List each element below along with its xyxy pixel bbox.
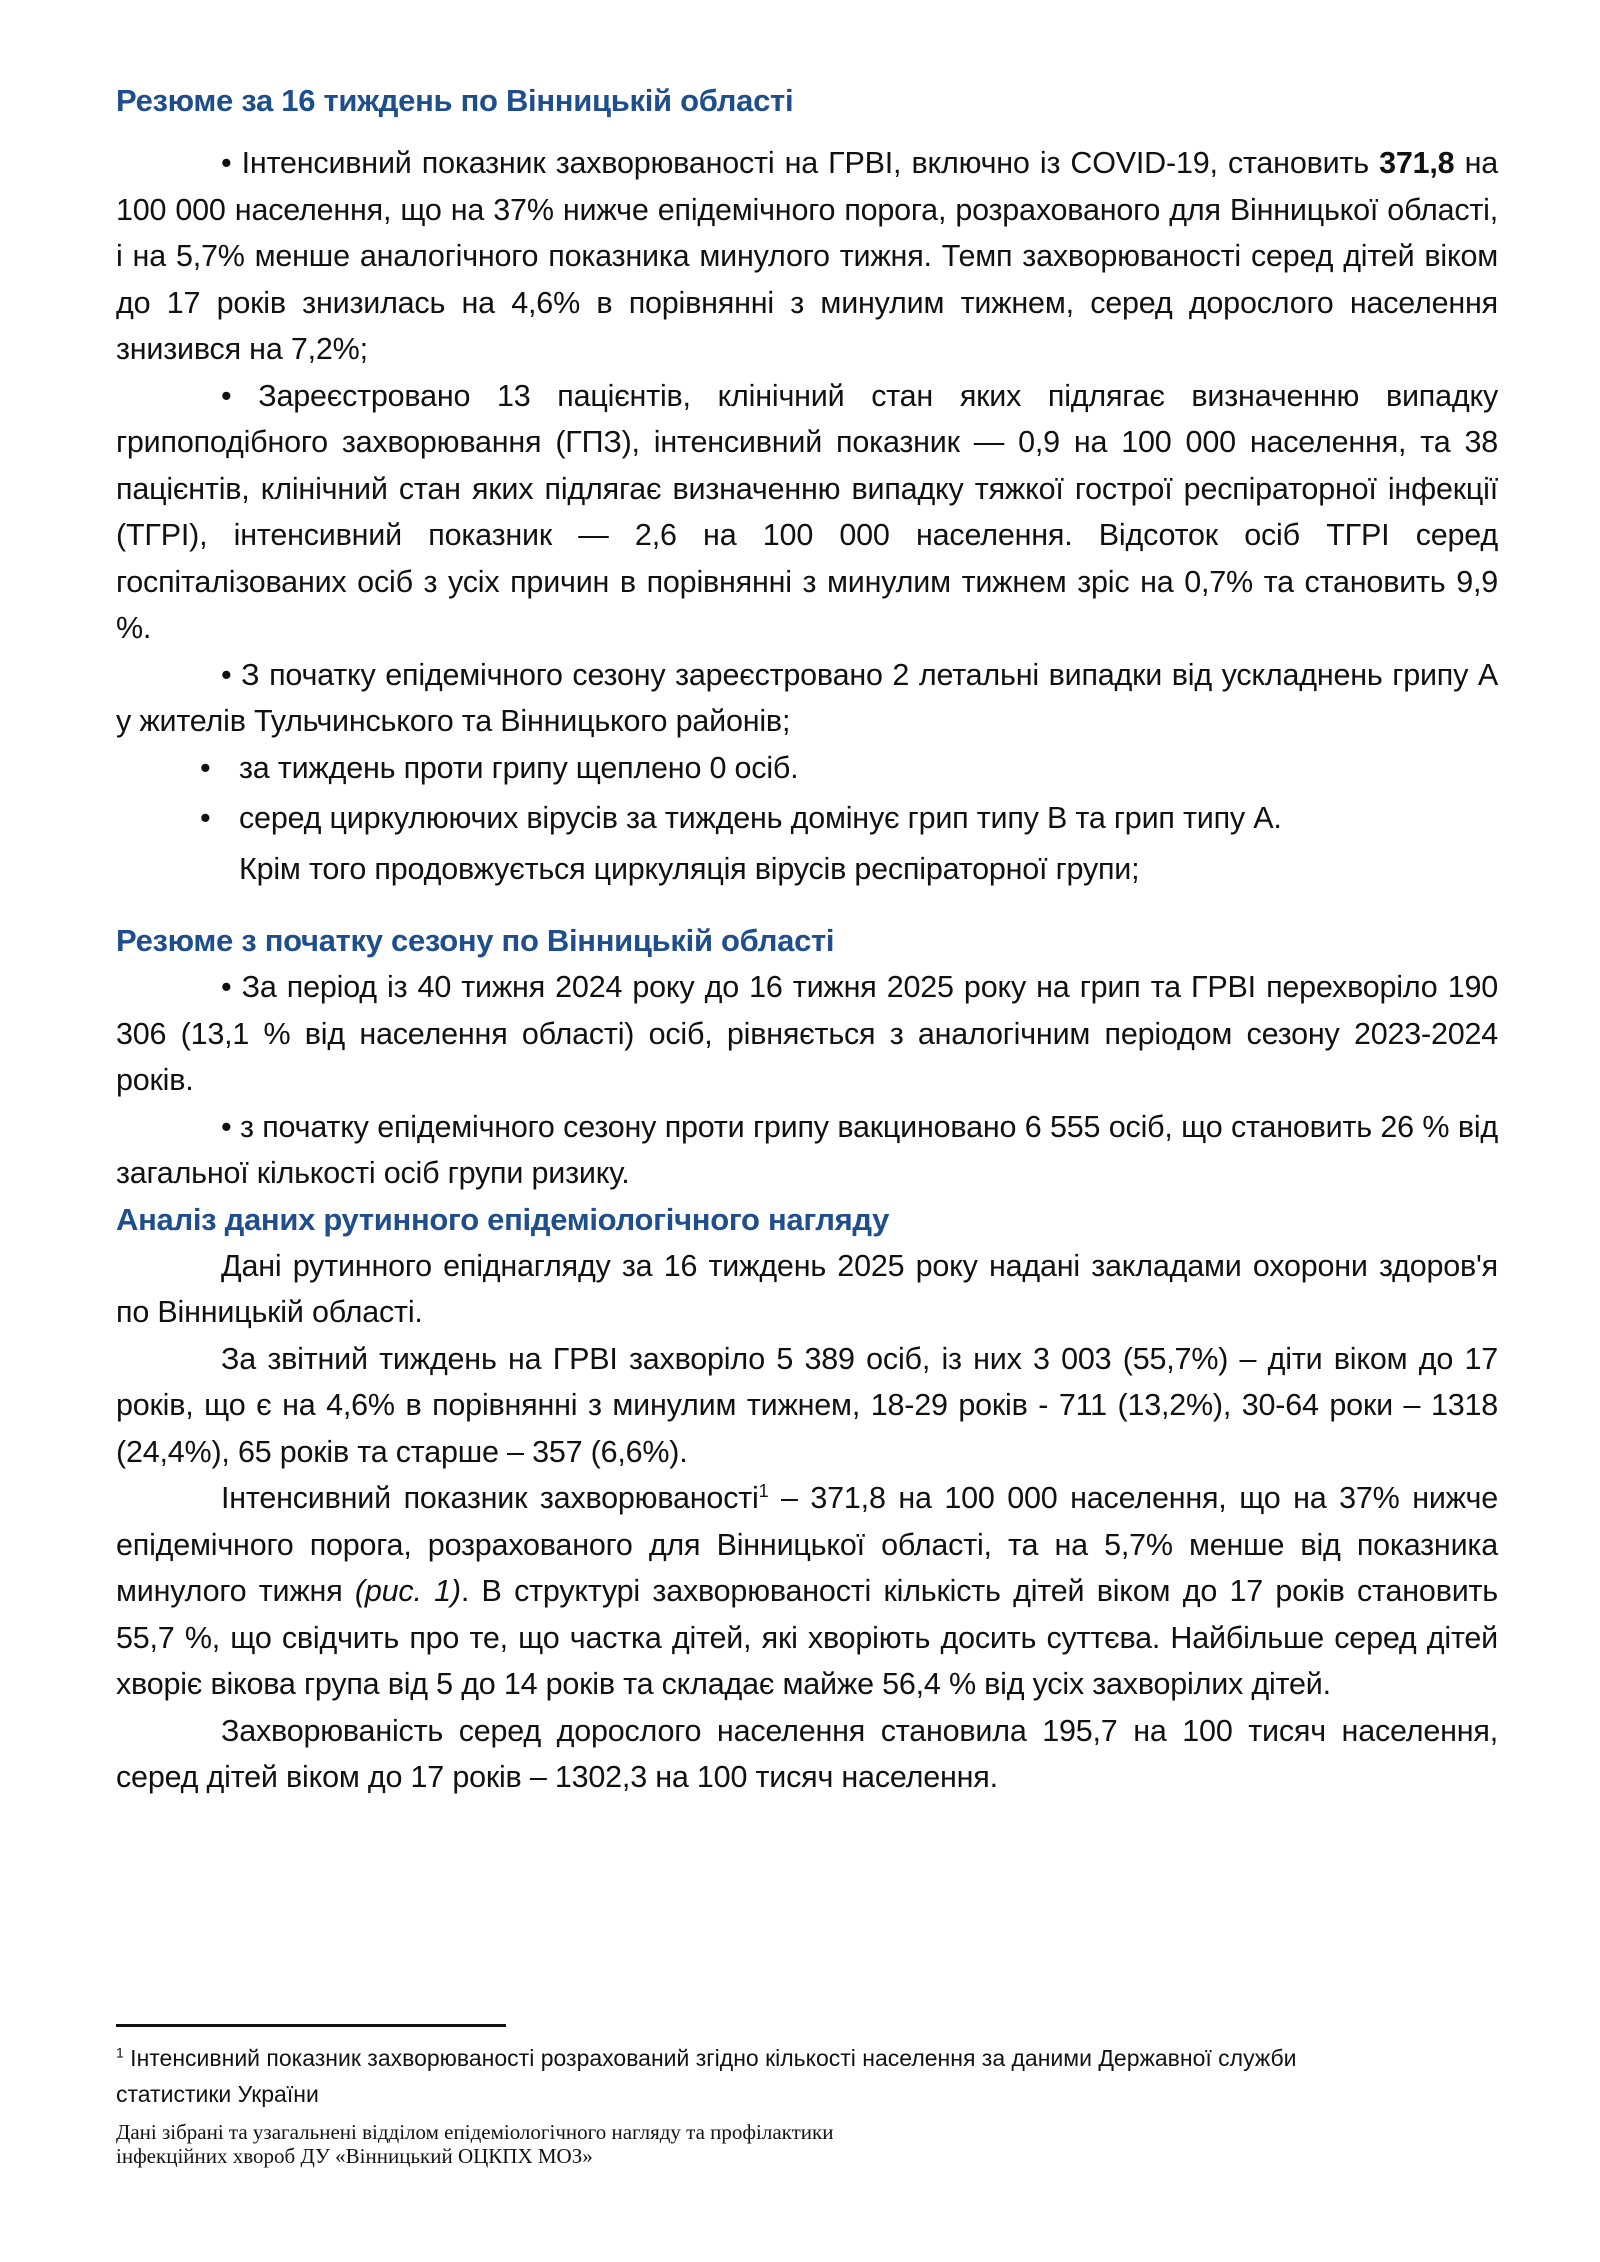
section-heading-weekly: Резюме за 16 тиждень по Вінницькій області — [116, 83, 794, 118]
weekly-bullet-incidence — [116, 140, 1498, 373]
document-body — [116, 78, 1498, 1801]
text: • Інтенсивний показник захворюваності на ГРВІ, включно із COVID-19, становить — [221, 146, 1380, 180]
page-footer — [116, 2120, 916, 2168]
weekly-bullet-vaccinated — [116, 745, 1498, 792]
season-bullet-cases: • За період із 40 тижня 2024 року до 16 тижня 2025 року на грип та ГРВІ перехворіло 190 306 (13,1 % від населення області) осіб, рівняється з аналогічним періодом сезону 2023-2024 років. — [116, 970, 1498, 1097]
analysis-paragraph-3 — [116, 1475, 1498, 1708]
section-heading-season: Резюме з початку сезону по Вінницькій області — [116, 923, 835, 958]
section-heading-analysis: Аналіз даних рутинного епідеміологічного нагляду — [116, 1201, 890, 1237]
figure-ref: (рис. 1) — [354, 1574, 461, 1608]
footer-line: інфекційних хвороб ДУ «Вінницький ОЦКПХ МОЗ» — [116, 2144, 593, 2168]
bold-value: 371,8 — [1379, 146, 1455, 180]
analysis-paragraph-2: За звітний тиждень на ГРВІ захворіло 5 389 осіб, із них 3 003 (55,7%) – діти віком до 17 років, що є на 4,6% в порівнянні з минулим тижнем, 18-29 років - 711 (13,2%), 30-64 роки – 1318 (24,4%), 65 років та старше – 357 (6,6%). — [116, 1341, 1498, 1469]
weekly-bullet-deaths: • З початку епідемічного сезону зареєстровано 2 летальні випадки від ускладнень грипу А у жителів Тульчинського та Вінницького районів; — [116, 657, 1498, 738]
bullet-icon: • — [200, 750, 211, 785]
text: . В структурі захворюваності кількість дітей віком до 17 років становить 55,7 %, що свідчить про те, що частка дітей, які хворіють досить суттєва. Найбільше серед дітей хворіє вікова група від 5 до 14 років та складає майже 56,4 % від усіх захворілих дітей. — [116, 1574, 1498, 1701]
weekly-bullet-ili-sari: • Зареєстровано 13 пацієнтів, клінічний стан яких підлягає визначенню випадку грипоподібного захворювання (ГПЗ), інтенсивний показник — 0,9 на 100 000 населення, та 38 пацієнтів, клінічний стан яких підлягає визначенню випадку тяжкої гострої респіраторної інфекції (ТГРІ), інтенсивний показник — 2,6 на 100 000 населення. Відсоток осіб ТГРІ серед госпіталізованих осіб з усіх причин в порівнянні з минулим тижнем зріс на 0,7% та становить 9,9 %. — [116, 378, 1498, 645]
text: Крім того продовжується циркуляція вірусів респіраторної групи; — [239, 851, 1140, 886]
bullet-icon: • — [200, 801, 211, 835]
footnote-marker: 1 — [116, 2044, 124, 2061]
season-bullet-vaccination: • з початку епідемічного сезону проти грипу вакциновано 6 555 осіб, що становить 26 % від загальної кількості осіб групи ризику. — [116, 1109, 1498, 1190]
text: на 100 000 населення, що на 37% нижче епідемічного порога, розрахованого для Вінницької області, і на 5,7% менше аналогічного показника минулого тижня. Темп захворюваності серед дітей віком до 17 років знизилась на 4,6% в порівнянні з минулим тижнем, серед дорослого населення знизився на 7,2%; — [116, 146, 1498, 366]
footnote-text: Інтенсивний показник захворюваності розрахований згідно кількості населення за даними Державної служби статистики України — [116, 2045, 1297, 2107]
analysis-paragraph-4: Захворюваність серед дорослого населення становила 195,7 на 100 тисяч населення, серед дітей віком до 17 років – 1302,3 на 100 тисяч населення. — [116, 1713, 1498, 1794]
text: – 371,8 на 100 000 населення, що на 37% нижче епідемічного порога, розрахованого для Вінницької області, та на 5,7% менше від показника минулого тижня — [116, 1481, 1498, 1608]
footnote-ref[interactable]: 1 — [758, 1480, 769, 1501]
weekly-bullet-viruses — [116, 795, 1498, 842]
text: Інтенсивний показник захворюваності — [221, 1481, 759, 1515]
text: серед циркулюючих вірусів за тиждень домінує грип типу В та грип типу А. — [239, 801, 1282, 835]
weekly-bullet-viruses-cont — [116, 846, 1498, 893]
analysis-paragraph-1: Дані рутинного епіднагляду за 16 тиждень 2025 року надані закладами охорони здоров'я по Вінницькій області. — [116, 1248, 1498, 1329]
text: за тиждень проти грипу щеплено 0 осіб. — [239, 750, 799, 785]
footnote-separator — [116, 2024, 506, 2027]
footnote — [116, 2040, 1416, 2112]
footer-line: Дані зібрані та узагальнені відділом епідеміологічного нагляду та профілактики — [116, 2120, 834, 2144]
